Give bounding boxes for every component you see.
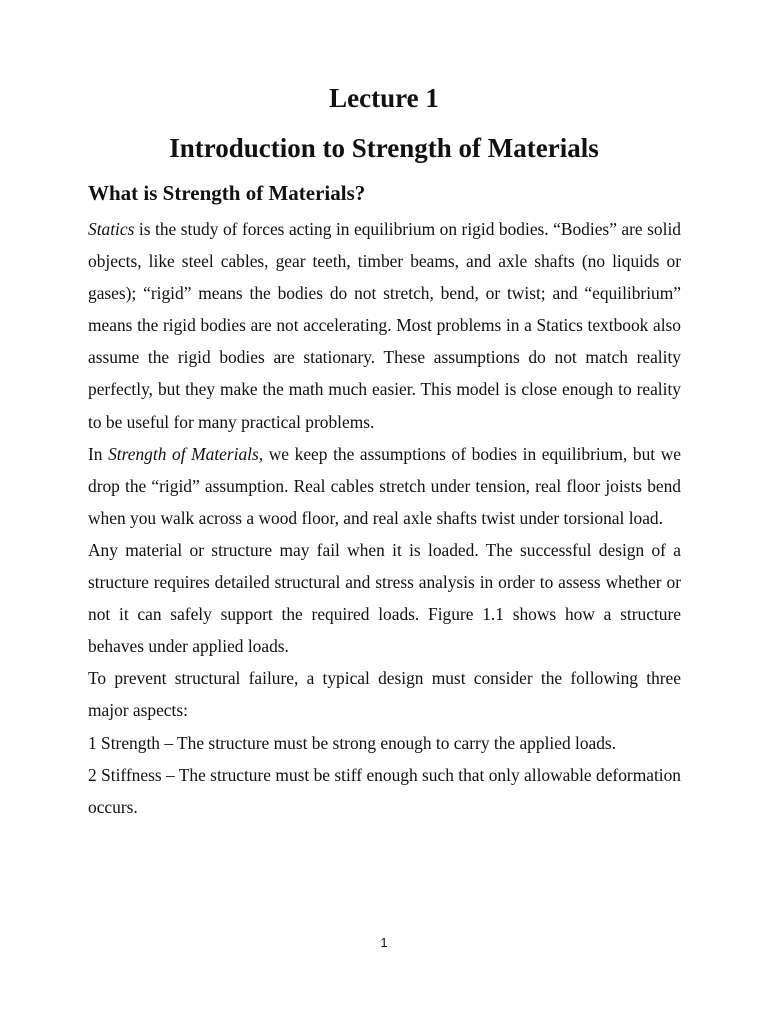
list-item-strength: 1 Strength – The structure must be strong enough to carry the applied loads. bbox=[88, 732, 617, 753]
paragraph-statics bbox=[88, 213, 681, 438]
paragraph-strength-lead: In bbox=[88, 443, 109, 464]
paragraph-strength-text: , we keep the assumptions of bodies in equilibrium, but we drop the “rigid” assumption. Real cables stretch under tension, real floor joists bend when you walk across a wood floor, and real axle shafts twist under torsional load. bbox=[88, 443, 681, 528]
paragraph-statics-text: is the study of forces acting in equilibrium on rigid bodies. “Bodies” are solid objects, like steel cables, gear teeth, timber beams, and axle shafts (no liquids or gases); “rigid” means the bodies do not stretch, bend, or twist; and “equilibrium” means the rigid bodies are not accelerating. Most problems in a Statics textbook also assume the rigid bodies are stationary. These assumptions do not match reality perfectly, but they make the math much easier. This model is close enough to reality to be useful for many practical problems. bbox=[88, 219, 681, 432]
page-number: 1 bbox=[380, 935, 388, 950]
paragraph-aspects: To prevent structural failure, a typical design must consider the following three major aspects: bbox=[88, 668, 681, 721]
italic-term-statics: Statics bbox=[88, 219, 135, 239]
section-heading: What is Strength of Materials? bbox=[88, 181, 366, 205]
body-text bbox=[88, 213, 681, 823]
lecture-title: Lecture 1 bbox=[329, 83, 439, 113]
page-title: Introduction to Strength of Materials bbox=[169, 133, 599, 163]
paragraph-strength bbox=[88, 438, 681, 534]
italic-term-strength: Strength of Materials bbox=[108, 443, 259, 464]
paragraph-failure: Any material or structure may fail when it is loaded. The successful design of a structure requires detailed structural and stress analysis in order to assess whether or not it can safely support the required loads. Figure 1.1 shows how a structure behaves under applied loads. bbox=[88, 539, 681, 657]
list-item-stiffness: 2 Stiffness – The structure must be stiff enough such that only allowable deformation occurs. bbox=[88, 764, 681, 817]
